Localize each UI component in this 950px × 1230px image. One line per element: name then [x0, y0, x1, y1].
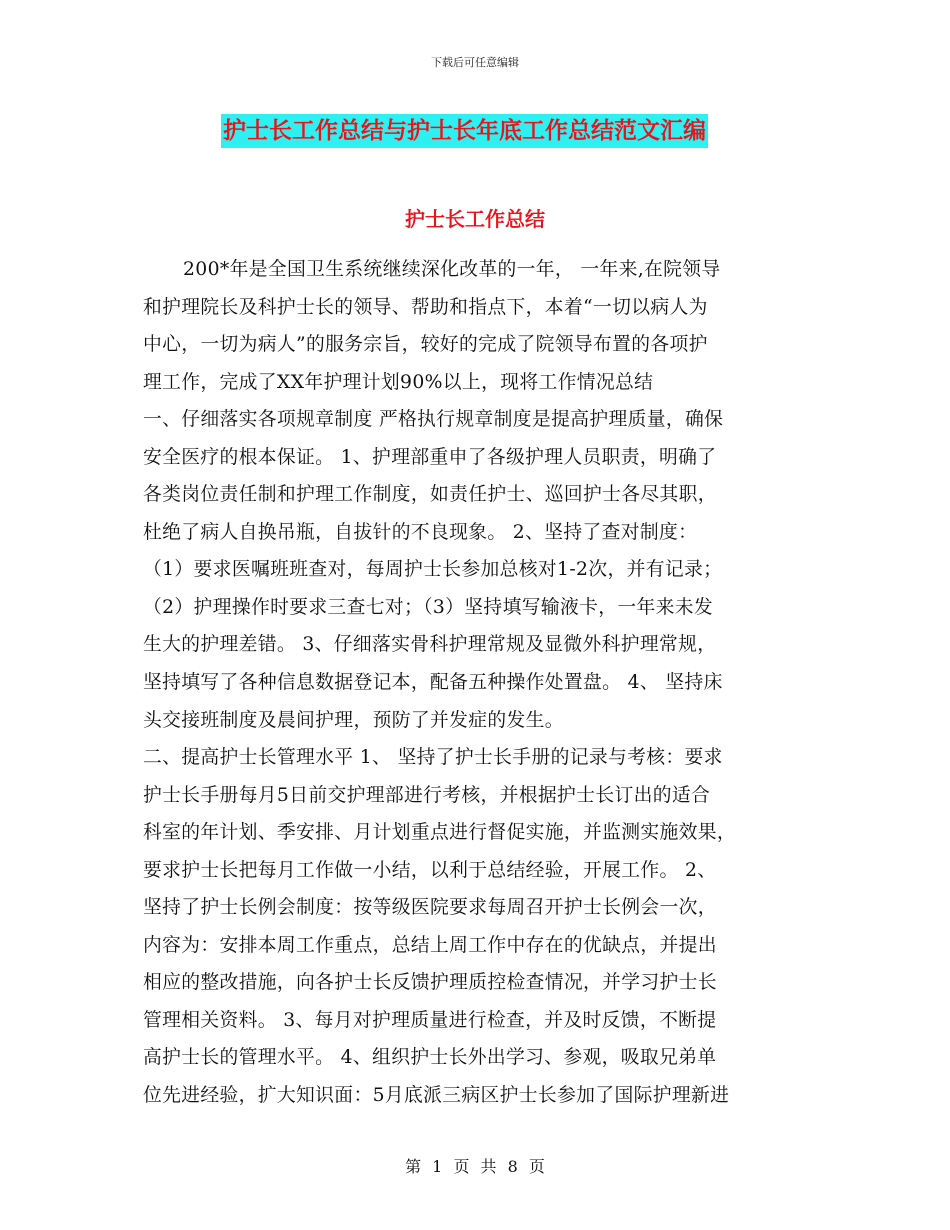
text-line: 相应的整改措施，向各护士长反馈护理质控检查情况，并学习护士长 — [143, 972, 717, 994]
text-line: 杜绝了病人自换吊瓶，自拔针的不良现象。 2、坚持了查对制度： — [143, 521, 698, 543]
text-line: 管理相关资料。 3、每月对护理质量进行检查，并及时反馈，不断提 — [143, 1009, 717, 1031]
text-line: 护士长手册每月5日前交护理部进行考核，并根据护士长订出的适合 — [143, 784, 711, 806]
text-line: （1）要求医嘱班班查对，每周护士长参加总核对1-2次，并有记录； — [143, 559, 723, 581]
text-line: 科室的年计划、季安排、月计划重点进行督促实施，并监测实施效果， — [143, 822, 737, 844]
text-line: 生大的护理差错。 3、仔细落实骨科护理常规及显微外科护理常规， — [143, 634, 717, 656]
page-footer: 第 1 页 共 8 页 — [405, 1157, 545, 1176]
text-line: 一、仔细落实各项规章制度 严格执行规章制度是提高护理质量，确保 — [143, 409, 724, 431]
text-line: 高护士长的管理水平。 4、组织护士长外出学习、参观，吸取兄弟单 — [143, 1047, 717, 1069]
section-title: 护士长工作总结 — [405, 207, 545, 231]
text-line: 200*年是全国卫生系统继续深化改革的一年， 一年来,在院领导 — [183, 259, 721, 280]
text-line: 头交接班制度及晨间护理，预防了并发症的发生。 — [143, 709, 564, 731]
text-line: 内容为：安排本周工作重点，总结上周工作中存在的优缺点，并提出 — [143, 934, 717, 956]
header-note: 下载后可任意编辑 — [431, 56, 519, 69]
text-line: 要求护士长把每月工作做一小结，以利于总结经验，开展工作。 2、 — [143, 859, 717, 881]
text-line: 位先进经验，扩大知识面：5月底派三病区护士长参加了国际护理新进 — [143, 1085, 730, 1107]
text-line: 各类岗位责任制和护理工作制度，如责任护士、巡回护士各尽其职， — [143, 484, 717, 506]
body-text — [143, 251, 813, 1115]
text-line: 坚持填写了各种信息数据登记本，配备五种操作处置盘。 4、 坚持床 — [143, 672, 723, 694]
text-line: 二、提高护士长管理水平 1、 坚持了护士长手册的记录与考核：要求 — [143, 747, 723, 769]
document-title: 护士长工作总结与护士长年底工作总结范文汇编 — [221, 114, 708, 148]
text-line: 理工作，完成了XX年护理计划90%以上，现将工作情况总结 — [143, 371, 654, 393]
text-line: （2）护理操作时要求三查七对；（3）坚持填写输液卡，一年来未发 — [143, 596, 714, 618]
text-line: 安全医疗的根本保证。 1、护理部重申了各级护理人员职责，明确了 — [143, 446, 717, 468]
text-line: 中心，一切为病人”的服务宗旨，较好的完成了院领导布置的各项护 — [143, 334, 708, 356]
text-line: 和护理院长及科护士长的领导、帮助和指点下，本着“一切以病人为 — [143, 296, 708, 318]
text-line: 坚持了护士长例会制度：按等级医院要求每周召开护士长例会一次， — [143, 897, 717, 919]
